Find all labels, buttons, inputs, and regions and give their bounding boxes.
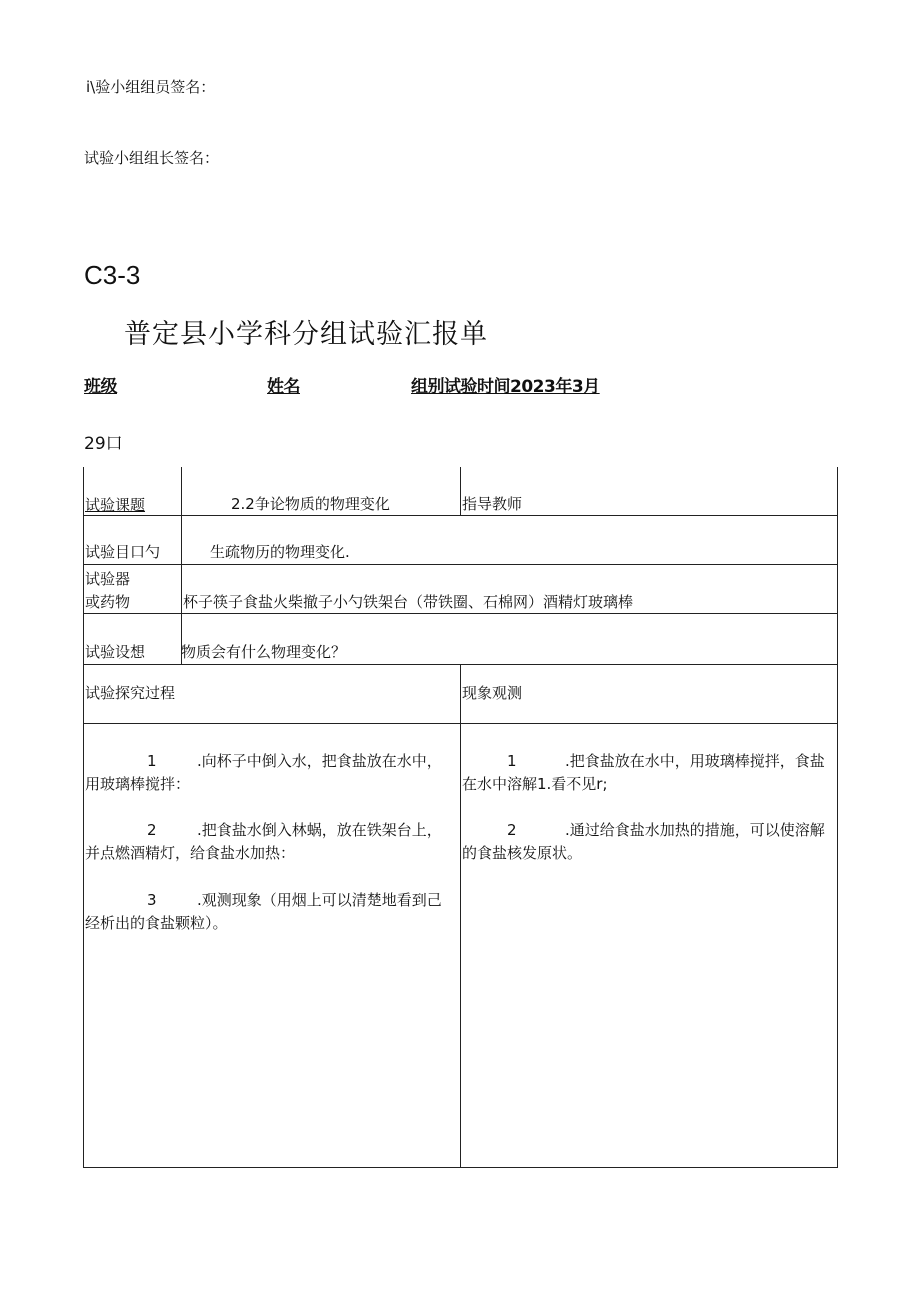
purpose-value: 生疏物历的物理变化. xyxy=(210,543,350,561)
equipment-label-line1: 试验器 xyxy=(85,570,131,588)
process-step xyxy=(85,819,445,865)
name-label: 姓名 xyxy=(267,377,300,397)
process-step-text: .观测现象（用烟上可以清楚地看到己经析出的食盐颗粒）。 xyxy=(85,891,442,932)
process-step-text: .向杯子中倒入水，把食盐放在水中，用玻璃棒搅拌： xyxy=(85,752,442,793)
hypothesis-value: 物质会有什么物理变化？ xyxy=(181,643,347,661)
process-step-number: 3 xyxy=(147,891,157,909)
leader-signature-label: 试验小组组长签名： xyxy=(84,149,220,167)
class-field xyxy=(84,372,269,397)
teacher-label: 指导教师 xyxy=(462,495,523,513)
process-step-number: 1 xyxy=(147,752,157,770)
page-title: 普定县小学科分组试验汇报单 xyxy=(124,319,488,350)
equipment-label-line2: 或药物 xyxy=(85,593,131,611)
process-header: 试验探究过程 xyxy=(85,684,176,702)
observation-item xyxy=(462,750,830,796)
experiment-date-continued: 29口 xyxy=(84,434,123,454)
member-signature-label: i\验小组组员签名： xyxy=(86,78,216,96)
topic-value: 2.2争论物质的物理变化 xyxy=(231,495,390,513)
equipment-value: 杯子筷子食盐火柴撤子小勺铁架台（带铁圈、石棉网）酒精灯玻璃棒 xyxy=(183,593,634,611)
purpose-label: 试验目口勺 xyxy=(85,543,161,561)
hypothesis-label: 试验设想 xyxy=(85,643,146,661)
process-step-number: 2 xyxy=(147,821,157,839)
process-step xyxy=(85,889,445,935)
topic-label: 试验课题 xyxy=(85,496,146,514)
process-step-text: .把食盐水倒入林蜗，放在铁架台上，并点燃酒精灯，给食盐水加热： xyxy=(85,821,442,862)
observation-item xyxy=(462,819,830,865)
observation-text: .把食盐放在水中，用玻璃棒搅拌，食盐在水中溶解1.看不见r; xyxy=(462,752,825,793)
document-code: C3-3 xyxy=(84,260,141,290)
process-step xyxy=(85,750,445,796)
observation-number: 1 xyxy=(507,752,517,770)
name-field xyxy=(267,372,402,397)
observation-number: 2 xyxy=(507,821,517,839)
observation-header: 现象观测 xyxy=(462,684,523,702)
observation-text: .通过给食盐水加热的措施，可以使溶解的食盐核发原状。 xyxy=(462,821,825,862)
class-label: 班级 xyxy=(84,377,117,397)
report-table xyxy=(83,467,838,1168)
experiment-time-label: 组别试验时间2023年3月 xyxy=(411,377,600,397)
